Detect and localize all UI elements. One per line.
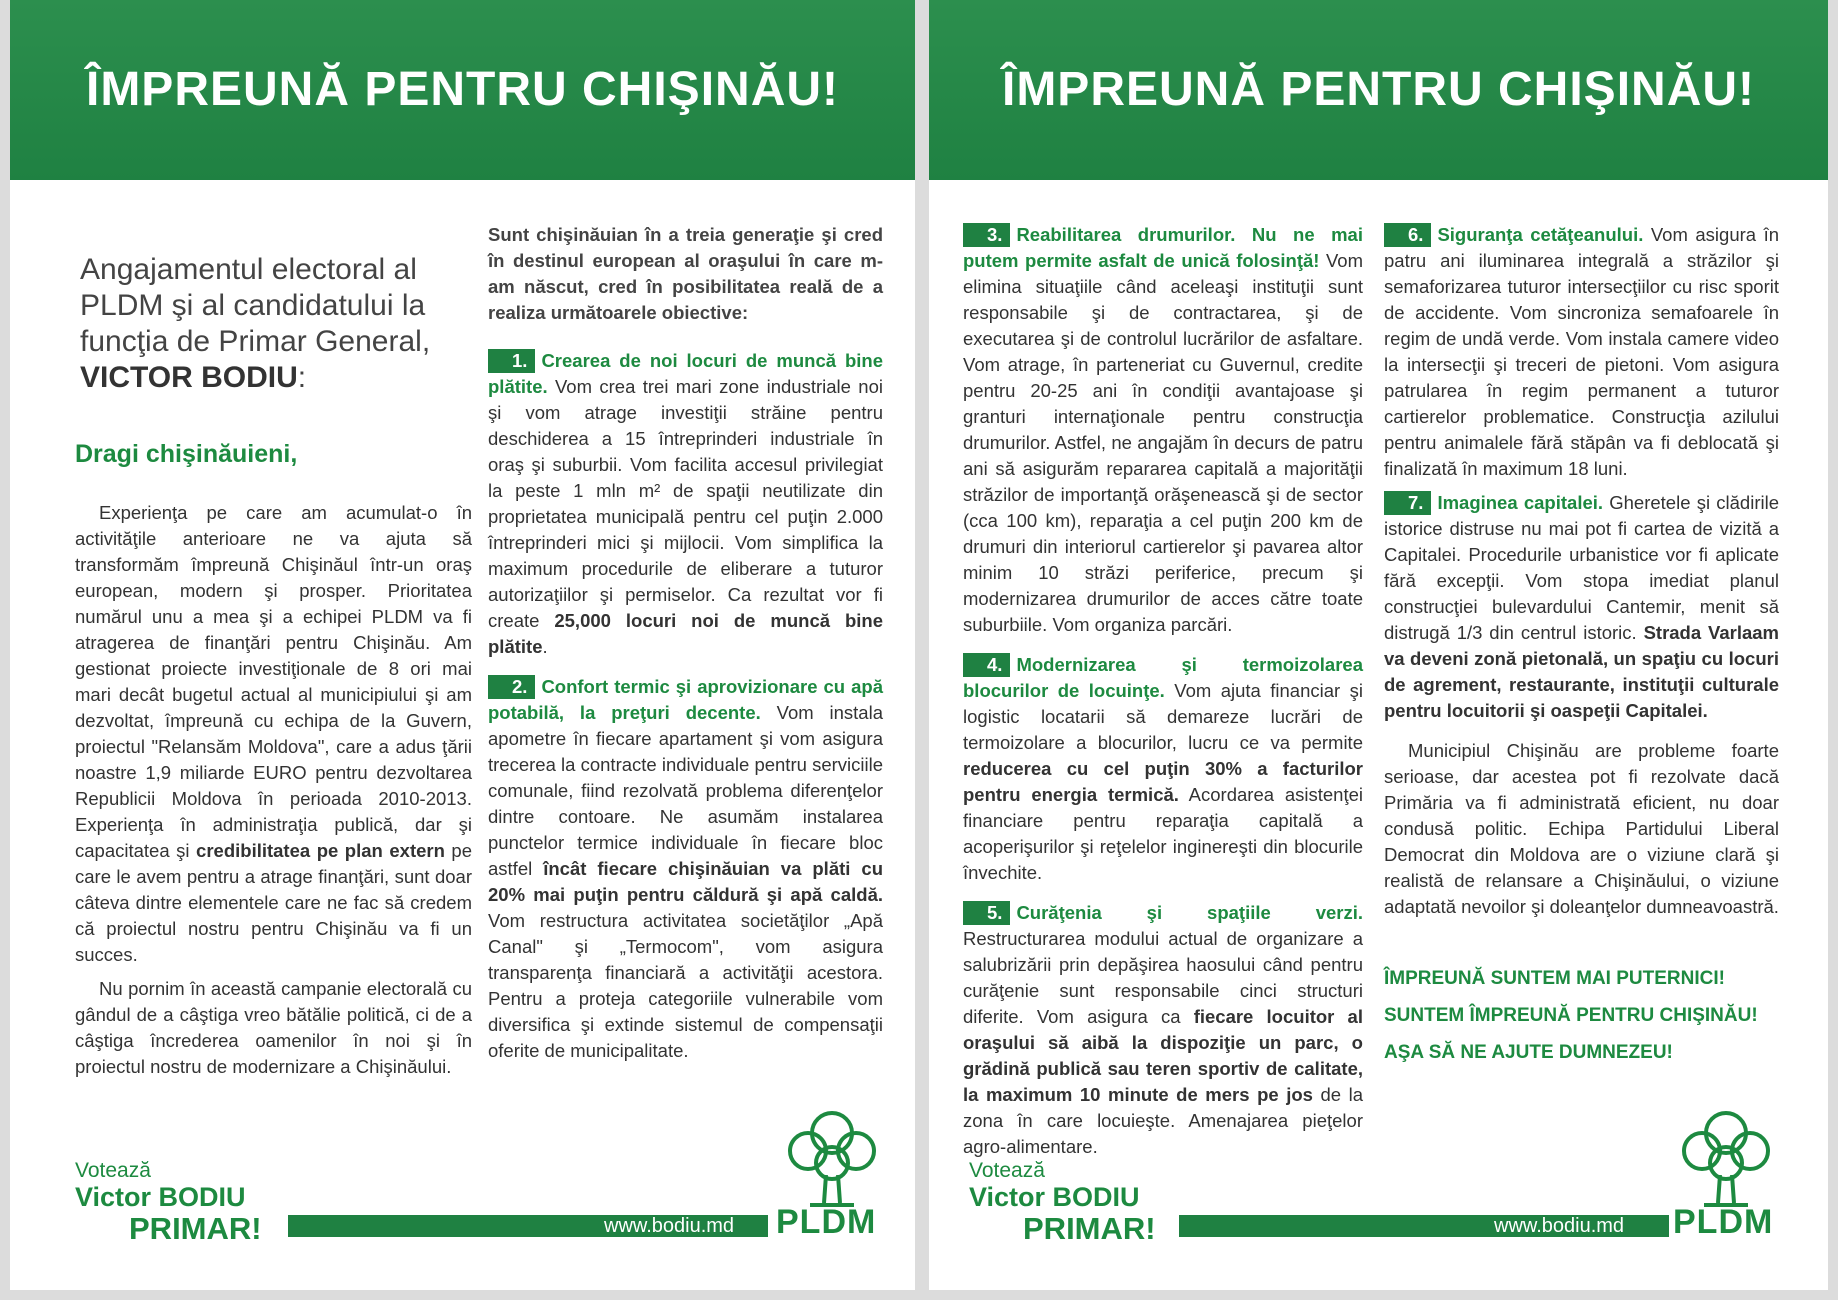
slogan-1: ÎMPREUNĂ SUNTEM MAI PUTERNICI! — [1384, 968, 1725, 989]
objective-1-number: 1. — [488, 349, 535, 373]
party-label-right: PLDM — [1673, 1203, 1774, 1241]
tree-logo-icon — [780, 1103, 884, 1211]
objective-3-number: 3. — [963, 223, 1010, 247]
letter-paragraph-2: Nu pornim în această campanie electorală cu gândul de a câştiga vreo bătălie politică, ci de a câştiga încrederea oamenilor în noi şi în proiectul nostru de modernizare a Chişinăului. — [75, 978, 472, 1077]
objective-1-text-c: . — [542, 636, 548, 657]
website-label-right: www.bodiu.md — [1486, 1215, 1632, 1237]
objective-5 — [963, 900, 1363, 1160]
letter-p1-a: Experienţa pe care am acumulat-o în activităţile anterioare ne va ajuta să transformăm împreună Chişinăul într-un oraş european, modern şi prosper. Prioritatea numărul unu a mea şi a echipei PLDM va fi atragerea de finanţări pentru Chişinău. Am gestionat proiecte investiţionale de 8 ori mai mari decât bugetul actual al municipiului şi am dezvoltat, împreună cu echipa de la Guvern, proiectul "Relansăm Moldova", care a adus ţării noastre 1,9 miliarde EURO pentru dezvoltarea Republicii Moldova în perioada 2010-2013. Experienţa în administraţia publică, dar şi capacitatea şi — [75, 502, 472, 861]
objective-3-text: Vom elimina situaţiile când aceleaşi instituţii sunt responsabile şi de contractarea, şi de executarea şi de controlul lucrărilor de asfaltare. Vom atrage, în parteneriat cu Guvernul, credite pentru 20-25 ani în condiţii avantajoase şi granturi internaţionale pentru construcţia drumurilor. Astfel, ne angajăm în decurs de patru ani să asigurăm repararea capitală a majorităţii străzilor de importanţă orăşenească şi de sector (cca 100 km), reparaţia a cel puţin 200 km de drumuri din interiorul cartierelor şi pavarea altor minim 10 străzi periferice, precum şi modernizarea drumurilor de acces către toate suburbiile. Vom organiza parcări. — [963, 250, 1363, 635]
objectives-column-1 — [488, 222, 883, 1072]
objectives-column-2 — [963, 222, 1363, 1168]
objective-7-title: Imaginea capitalei. — [1437, 492, 1604, 513]
intro-colon: : — [297, 361, 307, 394]
objective-5-text-c: de la zona în care locuieşte. Amenajarea pieţelor agro-alimentare. — [963, 1084, 1363, 1157]
objective-5-number: 5. — [963, 901, 1010, 925]
party-label-left: PLDM — [776, 1203, 877, 1241]
tree-logo-icon — [1674, 1103, 1778, 1211]
objective-1 — [488, 348, 883, 660]
vote-block-left — [75, 1160, 262, 1246]
vote-block-right — [969, 1160, 1156, 1246]
objective-2 — [488, 674, 883, 1064]
primar-label-right: PRIMAR! — [1023, 1211, 1156, 1246]
primar-label: PRIMAR! — [129, 1211, 262, 1246]
letter-paragraph-1 — [75, 500, 472, 968]
right-page — [929, 0, 1828, 1290]
objective-6 — [1384, 222, 1779, 482]
letter-p1-bold: credibilitatea pe plan extern — [196, 840, 445, 861]
objectives-column-3 — [1384, 222, 1779, 928]
closing-slogans — [1384, 960, 1758, 1071]
objective-2-text-bold: încât fiecare chişinăuian va plăti cu 20% mai puţin pentru căldură şi apă caldă. — [488, 858, 883, 905]
objective-6-number: 6. — [1384, 223, 1431, 247]
objective-4-title: Modernizarea şi termoizolarea blocurilor de locuinţe. — [963, 654, 1363, 701]
vote-label: Votează — [75, 1159, 151, 1182]
greeting: Dragi chişinăuieni, — [75, 440, 298, 468]
objective-7-text-bold: Strada Varlaam va deveni zonă pietonală, un spaţiu cu locuri de agrement, restaurante, instituţii culturale pentru locuitorii şi oaspeţii Capitalei. — [1384, 622, 1779, 721]
candidate-label: Victor BODIU — [75, 1182, 246, 1212]
banner-left: ÎMPREUNĂ PENTRU CHIŞINĂU! — [10, 0, 915, 180]
objective-6-text: Vom asigura în patru ani iluminarea integrală a străzilor şi semaforizarea tuturor intersecţiilor cu risc sporit de accidente. Vom sincroniza semafoarele în regim de undă verde. Vom instala camere video la intersecţii şi treceri de pietoni. Vom asigura patrularea în regim permanent a tuturor cartierelor problematice. Construcţia azilului pentru animalele fără stăpân va fi deblocată şi finalizată în maximum 18 luni. — [1384, 224, 1780, 479]
slogan-2: SUNTEM ÎMPREUNĂ PENTRU CHIŞINĂU! — [1384, 1005, 1758, 1026]
candidate-label-right: Victor BODIU — [969, 1182, 1140, 1212]
slogan-3: AŞA SĂ NE AJUTE DUMNEZEU! — [1384, 1042, 1673, 1063]
objective-4-text-a: Vom ajuta financiar şi logistic locatarii să demareze lucrări de termoizolare a blocurilor, lucru ce va permite — [963, 680, 1363, 753]
objective-3 — [963, 222, 1363, 638]
objective-1-text-a: Vom crea trei mari zone industriale noi şi vom atrage investiţii străine pentru deschiderea a 15 întreprinderi industriale în oraş şi suburbii. Vom facilita accesul privilegiat la peste 1 mln m² de spaţii neutilizate din proprietatea municipală pentru cel puţin 2.000 întreprinderi mici şi mijlocii. Vom simplifica la maximum procedurile de eliberare a tuturor autorizaţiilor şi permiselor. Ca rezultat vor fi create — [488, 376, 883, 631]
objective-2-number: 2. — [488, 675, 535, 699]
objective-3-title: Reabilitarea drumurilor. Nu ne mai putem permite asfalt de unică folosinţă! — [963, 224, 1363, 271]
objective-6-title: Siguranţa cetăţeanului. — [1437, 224, 1644, 245]
candidate-name: VICTOR BODIU — [80, 361, 298, 394]
objective-1-title: Crearea de noi locuri de muncă bine plătite. — [488, 350, 883, 397]
objective-5-text-a: Restructurarea modului actual de organizare a salubrizării prin depăşirea haosului când pentru curăţenie sunt responsabile cinci structuri diferite. Vom asigura ca — [963, 928, 1363, 1027]
objective-4-text-bold: reducerea cu cel puţin 30% a facturilor pentru energia termică. — [963, 758, 1363, 805]
intro-title — [80, 252, 500, 396]
objective-1-text-bold: 25,000 locuri noi de muncă bine plătite — [488, 610, 883, 657]
letter-p1-c: pe care le avem pentru a atrage finanţări, sunt doar câteva dintre elementele care ne fac să credem că proiectul nostru pentru Chişinău va fi un succes. — [75, 840, 473, 965]
objective-7 — [1384, 490, 1779, 724]
vote-label-right: Votează — [969, 1159, 1045, 1182]
objective-4 — [963, 652, 1363, 886]
objective-7-number: 7. — [1384, 491, 1431, 515]
letter-column — [75, 500, 472, 1088]
left-page — [10, 0, 915, 1290]
objective-7-text-a: Gheretele şi clădirile istorice distruse nu mai pot fi cartea de vizită a Capitalei. Procedurile urbanistice vor fi aplicate fără excepţii. Vom stopa imediat planul construcţiei bulevardului Cantemir, menit să distrugă 1/3 din centrul istoric. — [1384, 492, 1779, 643]
closing-paragraph: Municipiul Chişinău are probleme foarte serioase, dar acestea pot fi rezolvate dacă Primăria va fi administrată eficient, nu doar condusă politic. Echipa Partidului Liberal Democrat din Moldova are o viziune clară şi realistă de relansare a Chişinăului, o viziune adaptată nevoilor şi doleanţelor dumneavoastră. — [1384, 740, 1779, 917]
banner-right: ÎMPREUNĂ PENTRU CHIŞINĂU! — [929, 0, 1828, 180]
objective-4-number: 4. — [963, 653, 1010, 677]
objective-5-text-bold: fiecare locuitor al oraşului să aibă la dispoziţie un parc, o grădină publică sau teren sportiv de calitate, la maximum 10 minute de mers pe jos — [963, 1006, 1363, 1105]
objective-4-text-c: Acordarea asistenţei financiare pentru reparaţia capitală a acoperişurilor şi reţelelor inginereşti din blocurile învechite. — [963, 784, 1363, 883]
objective-5-title: Curăţenia şi spaţiile verzi. — [1016, 902, 1363, 923]
objective-2-title: Confort termic şi aprovizionare cu apă potabilă, la preţuri decente. — [488, 676, 883, 723]
objective-2-text-a: Vom instala apometre în fiecare apartament şi vom asigura trecerea la contracte individuale pentru serviciile comunale, fiind rezolvată problema diferenţelor dintre contoare. Ne asumăm instalarea punctelor termice individuale în fiecare bloc astfel — [488, 702, 883, 879]
lead-paragraph: Sunt chişinăuian în a treia generaţie şi cred în destinul european al oraşului în care m-am născut, cred în posibilitatea reală de a realiza următoarele obiective: — [488, 224, 883, 323]
website-label-left: www.bodiu.md — [596, 1215, 742, 1237]
objective-2-text-c: Vom restructura activitatea societăţilor „Apă Canal" şi „Termocom", vom asigura transparenţa financiară a activităţii acestora. Pentru a proteja categoriile vulnerabile vom diversifica şi extinde sistemul de compensaţii oferite de municipalitate. — [488, 910, 883, 1061]
intro-title-text: Angajamentul electoral al PLDM şi al candidatului la funcţia de Primar General, — [80, 253, 431, 358]
